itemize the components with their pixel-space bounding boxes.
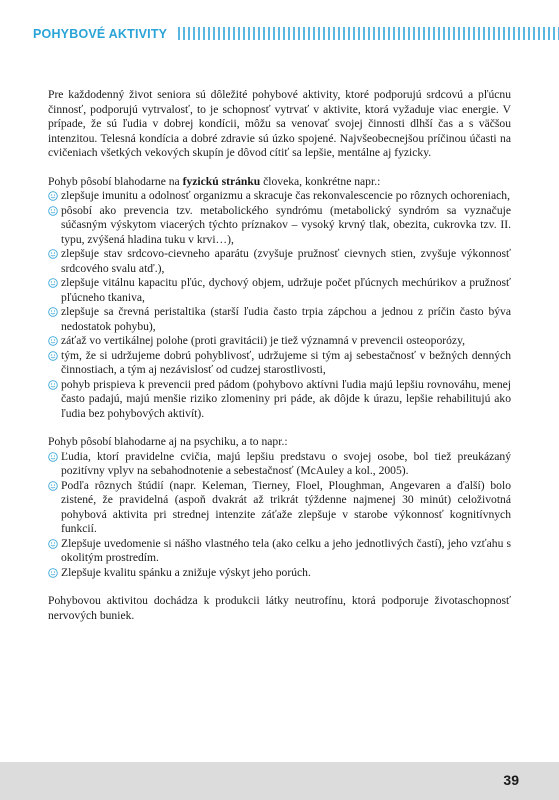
- physical-lead-emphasis: fyzickú stránku: [182, 174, 261, 188]
- list-item: pôsobí ako prevencia tzv. metabolického syndrómu (metabolický syndróm sa vyznačuje súčasným výskytom viacerých týchto príznakov – vysoký krvný tlak, obezita, cukrovka tzv. II. typu, zvýšená hladina tuku v krvi…),: [48, 204, 511, 248]
- list-item: pohyb prispieva k prevencii pred pádom (pohybovo aktívni ľudia majú lepšiu rovnováhu, menej často padajú, majú menšie riziko zlomeniny pri páde, ak dôjde k úrazu, lepšie rehabilitujú ako ľudia bez pohybových aktivít).: [48, 378, 511, 422]
- smiley-face-icon: [48, 380, 58, 390]
- page-number: 39: [503, 772, 519, 788]
- list-item: Podľa rôznych štúdií (napr. Keleman, Tierney, Floel, Ploughman, Angevaren a ďalší) bolo zistené, že pravidelná (aspoň dvakrát až trikrát týždenne najmenej 30 minút) celoživotná pohybová aktivita pri strednej intenzite záťaže zlepšuje v starobe výkonnosť kognitívnych funkcií.: [48, 479, 511, 537]
- list-item: záťaž vo vertikálnej polohe (proti gravitácii) je tiež významná v prevencii osteoporózy,: [48, 334, 511, 349]
- psychic-benefits-list: [48, 450, 511, 581]
- smiley-face-icon: [48, 191, 58, 201]
- header-stripe-pattern: [178, 27, 559, 40]
- smiley-face-icon: [48, 336, 58, 346]
- smiley-face-icon: [48, 206, 58, 216]
- physical-benefits-list: [48, 189, 511, 421]
- footer-band: [0, 762, 559, 800]
- smiley-face-icon: [48, 539, 58, 549]
- list-item: tým, že si udržujeme dobrú pohyblivosť, udržujeme si tým aj sebestačnosť v bežných denných činnostiach, a tým aj nezávislosť od cudzej starostlivosti,: [48, 349, 511, 378]
- page-content: [48, 88, 511, 623]
- list-item: zlepšuje sa črevná peristaltika (starší ľudia často trpia zápchou a jednou z príčin často býva nedostatok pohybu),: [48, 305, 511, 334]
- list-item: zlepšuje vitálnu kapacitu pľúc, dychový objem, udržuje počet pľúcnych mechúrikov a pružnosť pľúcneho tkaniva,: [48, 276, 511, 305]
- smiley-face-icon: [48, 307, 58, 317]
- list-item: Zlepšuje kvalitu spánku a znižuje výskyt jeho porúch.: [48, 566, 511, 581]
- smiley-face-icon: [48, 481, 58, 491]
- smiley-face-icon: [48, 568, 58, 578]
- smiley-face-icon: [48, 249, 58, 259]
- list-item: Ľudia, ktorí pravidelne cvičia, majú lepšiu predstavu o svojej osobe, bol tiež preukázaný pozitívny vplyv na sebahodnotenie a sebestačnosť (McAuley a kol., 2005).: [48, 450, 511, 479]
- list-item: zlepšuje imunitu a odolnosť organizmu a skracuje čas rekonvalescencie po rôznych ochoreniach,: [48, 189, 511, 204]
- psychic-lead: Pohyb pôsobí blahodarne aj na psychiku, a to napr.:: [48, 435, 288, 448]
- list-item: zlepšuje stav srdcovo-cievneho aparátu (zvyšuje pružnosť cievnych stien, zvyšuje výkonnosť srdcového svalu atď.),: [48, 247, 511, 276]
- closing-paragraph: Pohybovou aktivitou dochádza k produkcii látky neutrofínu, ktorá podporuje životaschopnosť nervových buniek.: [48, 594, 511, 622]
- header-bar: [0, 22, 559, 46]
- list-item: Zlepšuje uvedomenie si nášho vlastného tela (ako celku a jeho jednotlivých častí), jeho vzťahu s okolitým prostredím.: [48, 537, 511, 566]
- section-title: POHYBOVÉ AKTIVITY: [33, 27, 168, 41]
- intro-paragraph: Pre každodenný život seniora sú dôležité pohybové aktivity, ktoré podporujú srdcovú a pľúcnu činnosť, podporujú vytrvalosť, to je schopnosť vytrvať v aktivite, ktorá vyžaduje viac energie. V prípade, že sú ľudia v dobrej kondícii, môžu sa venovať svojej činnosti dlhší čas a s väčšou intenzitou. Telesná kondícia a dobré zdravie sú úzko spojené. Najvšeobecnejšou príčinou účasti na cvičeniach všetkých vekových skupín je dôvod cítiť sa lepšie, mentálne aj fyzicky.: [48, 88, 511, 159]
- smiley-face-icon: [48, 452, 58, 462]
- physical-lead: Pohyb pôsobí blahodarne na fyzickú stránku človeka, konkrétne napr.:: [48, 174, 381, 188]
- smiley-face-icon: [48, 278, 58, 288]
- smiley-face-icon: [48, 351, 58, 361]
